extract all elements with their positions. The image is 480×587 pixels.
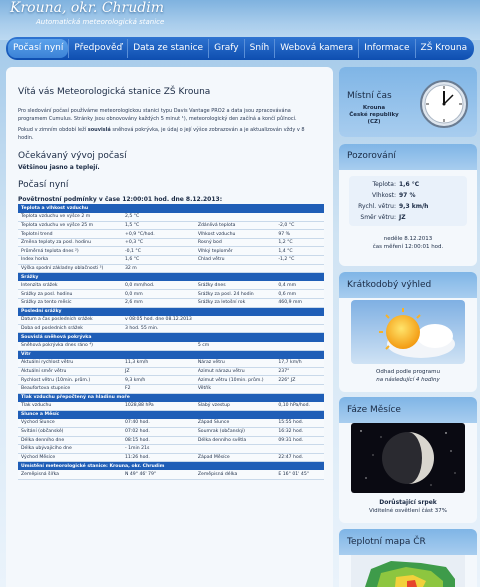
- sidebar: [339, 67, 477, 587]
- table-row: [18, 419, 324, 428]
- nav-item-informace[interactable]: Informace: [358, 39, 414, 58]
- table-cell-value: JZ: [122, 367, 195, 376]
- table-cell-label: Soumrak (občanský): [195, 427, 276, 436]
- table-cell-label: Intenzita srážek: [18, 281, 122, 290]
- main-content: [6, 67, 333, 587]
- table-cell-value: [275, 213, 324, 222]
- table-cell-value: N 49° 46' 79": [122, 470, 195, 479]
- moon-phase-box: [339, 397, 477, 523]
- table-cell-value: 07:02 hod.: [122, 427, 195, 436]
- table-row: [18, 247, 324, 256]
- table-cell-value: 0,0 mm: [122, 290, 195, 299]
- table-cell-value: 0,6 mm: [275, 290, 324, 299]
- obs-row-temp: [349, 179, 467, 190]
- table-row: [18, 427, 324, 436]
- intro-text: Pro sledování počasí používáme meteorologickou stanici typu Davis Vantage PRO2 a data jsou zpracovávána programem Cumulus. Stránky jsou obnovovány každých 5 minut ¹), meteorologický den začíná a končí půlnocí.: [18, 108, 297, 122]
- table-cell-label: Zeměpisná délka: [195, 470, 276, 479]
- moon-illumination: Viditelné osvětlení část 37%: [369, 508, 447, 514]
- table-cell-label: [195, 324, 276, 333]
- now-heading: Počasí nyní: [18, 180, 69, 190]
- section-title: Vítr: [18, 350, 324, 359]
- table-cell-value: [275, 384, 324, 393]
- table-row: [18, 264, 324, 273]
- table-cell-value: 22:47 hod.: [275, 453, 324, 462]
- table-cell-value: +0,3 °C: [122, 238, 195, 247]
- table-cell-value: -2,0 °C: [275, 221, 324, 230]
- table-cell-label: Sněhová pokrývka dnes ráno ⁴): [18, 342, 122, 351]
- table-cell-value: 07:40 hod.: [122, 419, 195, 428]
- table-row: [18, 221, 324, 230]
- section-title: Tlak vzduchu přepočtený na hladinu moře: [18, 393, 324, 402]
- table-cell-label: Beaufortova stupnice: [18, 384, 122, 393]
- section-title: Teplota a vlhkost vzduchu: [18, 204, 324, 213]
- table-row: [18, 359, 324, 368]
- table-cell-label: Větřík: [195, 384, 276, 393]
- table-cell-value: 9,3 km/h: [122, 376, 195, 385]
- table-cell-label: Délka ubývajícího dne: [18, 445, 122, 454]
- table-title: Povětrnostní podmínky v čase 12:00:01 hod. dne 8.12.2013:: [18, 196, 223, 203]
- table-cell-value: 11,3 km/h: [122, 359, 195, 368]
- table-cell-label: Teplota vzduchu ve výšce 2 m: [18, 213, 122, 222]
- section-title: Slunce a Měsíc: [18, 410, 324, 419]
- obs-value: 9,3 km/h: [399, 203, 429, 210]
- table-cell-label: Srážky za tento měsíc: [18, 299, 122, 308]
- table-cell-label: Index horka: [18, 256, 122, 265]
- obs-value: JZ: [399, 214, 406, 221]
- obs-value: 97 %: [399, 192, 416, 199]
- table-row: [18, 213, 324, 222]
- table-cell-label: Teplotní trend: [18, 230, 122, 239]
- table-row: [18, 281, 324, 290]
- table-cell-value: [275, 316, 324, 325]
- table-row: [18, 367, 324, 376]
- sunny-weather-icon: [351, 300, 465, 364]
- temperature-map-image[interactable]: [351, 555, 465, 587]
- table-cell-value: 97 %: [275, 230, 324, 239]
- table-row: [18, 445, 324, 454]
- table-cell-label: Délka denního dne: [18, 436, 122, 445]
- analog-clock-icon: [419, 79, 469, 129]
- table-cell-value: 2,5 °C: [122, 213, 195, 222]
- table-cell-value: -0,1 °C: [122, 247, 195, 256]
- table-cell-label: Svítání (občanské): [18, 427, 122, 436]
- table-row: [18, 436, 324, 445]
- table-row: [18, 324, 324, 333]
- table-row: [18, 299, 324, 308]
- nav-item-webova-kamera[interactable]: Webová kamera: [274, 39, 358, 58]
- obs-value: 1,6 °C: [399, 181, 420, 188]
- table-cell-label: Východ Slunce: [18, 419, 122, 428]
- table-cell-label: Výška spodní základny oblačnosti ³): [18, 264, 122, 273]
- table-cell-value: 1028,88 hPa: [122, 402, 195, 411]
- table-cell-value: +0,9 °C/hod.: [122, 230, 195, 239]
- table-cell-value: 2,6 mm: [122, 299, 195, 308]
- short-forecast-line1: Odhad podle programu: [376, 369, 440, 375]
- table-cell-label: Tlak vzduchu: [18, 402, 122, 411]
- table-cell-value: 11:26 hod.: [122, 453, 195, 462]
- table-cell-value: [275, 342, 324, 351]
- table-cell-value: 17,7 km/h: [275, 359, 324, 368]
- time-country-code: (CZ): [367, 119, 381, 125]
- table-cell-value: 226° JZ: [275, 376, 324, 385]
- table-section-header: [18, 462, 324, 471]
- table-cell-label: Slabý vzestup: [195, 402, 276, 411]
- section-title: Umístění meteorologické stanice: Krouna, okr. Chrudim: [18, 462, 324, 471]
- snow-note-bold: souvislá: [87, 127, 111, 133]
- table-row: [18, 230, 324, 239]
- table-row: [18, 470, 324, 479]
- table-cell-label: Rychlost větru (10min. prům.): [18, 376, 122, 385]
- obs-key: Směr větru:: [360, 214, 396, 221]
- site-subtitle: Automatická meteorologická stanice: [36, 18, 165, 26]
- table-cell-value: 0,10 hPa/hod.: [275, 402, 324, 411]
- table-cell-label: Srážky dnes: [195, 281, 276, 290]
- table-section-header: [18, 393, 324, 402]
- table-cell-label: [195, 213, 276, 222]
- nav-item-snih[interactable]: Sníh: [244, 39, 275, 58]
- table-row: [18, 376, 324, 385]
- moon-phase-icon: [351, 423, 465, 493]
- observation-title: Pozorování: [347, 151, 396, 161]
- short-forecast-title: Krátkodobý výhled: [347, 280, 432, 290]
- obs-row-wind-speed: [349, 201, 467, 212]
- time-place: Krouna: [362, 105, 386, 111]
- table-cell-label: Východ Měsíce: [18, 453, 122, 462]
- site-header: [0, 0, 480, 40]
- table-cell-label: Zdánlivá teplota: [195, 221, 276, 230]
- table-cell-label: Azimut větru (10min. prům.): [195, 376, 276, 385]
- table-row: [18, 238, 324, 247]
- table-cell-value: - 1min 21s: [122, 445, 195, 454]
- nav-item-data-ze-stanice[interactable]: Data ze stanice: [127, 39, 208, 58]
- forecast-text: Většinou jasno a teplejí.: [18, 164, 100, 171]
- table-cell-value: [275, 264, 324, 273]
- table-cell-label: Teplota vzduchu ve výšce 25 m: [18, 221, 122, 230]
- table-section-header: [18, 350, 324, 359]
- table-row: [18, 290, 324, 299]
- nav-item-zs-krouna[interactable]: ZŠ Krouna: [415, 39, 473, 58]
- short-forecast-box: [339, 272, 477, 392]
- nav-item-predpoved[interactable]: Předpověď: [68, 39, 127, 58]
- obs-date: neděle 8.12.2013: [383, 236, 433, 242]
- temperature-map-title[interactable]: Teplotní mapa ČR: [347, 537, 426, 547]
- table-cell-label: Datum a čas posledních srážek: [18, 316, 122, 325]
- section-title: Poslední srážky: [18, 307, 324, 316]
- table-cell-value: 3 hod. 55 min.: [122, 324, 195, 333]
- table-cell-label: [195, 445, 276, 454]
- snow-note: [18, 127, 321, 142]
- table-section-header: [18, 273, 324, 282]
- table-cell-label: Změna teploty za posl. hodinu: [18, 238, 122, 247]
- table-row: [18, 384, 324, 393]
- obs-key: Rychl. větru:: [358, 203, 396, 210]
- table-cell-label: 5 cm: [195, 342, 276, 351]
- table-cell-value: 0,0 mm/hod.: [122, 281, 195, 290]
- weather-data-table: [18, 204, 324, 480]
- table-row: [18, 256, 324, 265]
- moon-phase-name: Dorůstající srpek: [379, 499, 437, 506]
- table-cell-value: 32 m: [122, 264, 195, 273]
- table-cell-value: 16:32 hod.: [275, 427, 324, 436]
- table-cell-value: E 16° 01' 45": [275, 470, 324, 479]
- table-cell-value: 1,2 °C: [275, 238, 324, 247]
- table-cell-label: Srážky za letošní rok: [195, 299, 276, 308]
- obs-key: Teplota:: [372, 181, 396, 188]
- observation-panel: [349, 176, 467, 226]
- site-title[interactable]: Krouna, okr. Chrudim: [10, 0, 164, 16]
- table-cell-value: [275, 324, 324, 333]
- table-cell-label: Vlhkost vzduchu: [195, 230, 276, 239]
- table-cell-value: 08:15 hod.: [122, 436, 195, 445]
- table-cell-label: Průměrná teplota dnes ²): [18, 247, 122, 256]
- snow-note-end: sněhová pokrývka, je údaj o její výšce zobrazován a je aktualizován vždy v 8 hodin.: [18, 127, 305, 141]
- table-cell-value: 460,9 mm: [275, 299, 324, 308]
- table-cell-value: 0,4 mm: [275, 281, 324, 290]
- snow-note-start: Pokud v zimním období leží: [18, 127, 88, 133]
- table-cell-label: Chlad větru: [195, 256, 276, 265]
- table-cell-label: Srážky za posl. hodinu: [18, 290, 122, 299]
- local-time-box: [339, 67, 477, 137]
- table-cell-value: 09:31 hod.: [275, 436, 324, 445]
- table-cell-value: 1,4 °C: [275, 247, 324, 256]
- nav-item-grafy[interactable]: Grafy: [208, 39, 244, 58]
- local-time-title: Místní čas: [347, 91, 392, 101]
- obs-row-wind-dir: [349, 212, 467, 223]
- table-cell-label: Délka denního světla: [195, 436, 276, 445]
- table-cell-label: Západ Slunce: [195, 419, 276, 428]
- table-row: [18, 402, 324, 411]
- table-cell-label: Západ Měsíce: [195, 453, 276, 462]
- table-cell-label: [195, 264, 276, 273]
- table-cell-label: Doba od posledních srážek: [18, 324, 122, 333]
- time-country: České republiky: [349, 112, 399, 118]
- table-section-header: [18, 307, 324, 316]
- obs-key: Vlhkost:: [371, 192, 396, 199]
- table-cell-label: Aktuální rychlost větru: [18, 359, 122, 368]
- table-cell-label: Náraz větru: [195, 359, 276, 368]
- short-forecast-line2: na následující 4 hodiny: [376, 377, 440, 383]
- table-cell-value: [122, 342, 195, 351]
- table-cell-value: [275, 445, 324, 454]
- observation-box: [339, 144, 477, 266]
- table-cell-value: 15:55 hod.: [275, 419, 324, 428]
- table-cell-label: Srážky za posl. 24 hodin: [195, 290, 276, 299]
- section-title: Srážky: [18, 273, 324, 282]
- table-cell-label: Azimut nárazu větru: [195, 367, 276, 376]
- table-row: [18, 316, 324, 325]
- temperature-map-box: [339, 529, 477, 587]
- obs-row-humidity: [349, 190, 467, 201]
- page-title: Vítá vás Meteorologická stanice ZŠ Krouna: [18, 87, 211, 97]
- section-title: Souvislá sněhová pokrývka: [18, 333, 324, 342]
- table-row: [18, 342, 324, 351]
- table-cell-label: Vlhký teploměr: [195, 247, 276, 256]
- table-section-header: [18, 333, 324, 342]
- table-cell-label: Rosný bod: [195, 238, 276, 247]
- table-cell-label: Zeměpisná šířka: [18, 470, 122, 479]
- table-cell-value: 1,6 °C: [122, 256, 195, 265]
- table-cell-value: v 08:05 hod. dne 08.12.2013: [122, 316, 195, 325]
- nav-item-pocasi-nyni[interactable]: Počasí nyní: [8, 39, 68, 58]
- table-cell-value: 237°: [275, 367, 324, 376]
- table-cell-label: Aktuální směr větru: [18, 367, 122, 376]
- forecast-heading: Očekávaný vývoj počasí: [18, 151, 127, 161]
- table-section-header: [18, 410, 324, 419]
- main-nav: [6, 37, 474, 60]
- table-cell-value: F2: [122, 384, 195, 393]
- table-cell-value: 1,5 °C: [122, 221, 195, 230]
- table-cell-value: -1,2 °C: [275, 256, 324, 265]
- table-cell-label: [195, 316, 276, 325]
- table-row: [18, 453, 324, 462]
- table-section-header: [18, 204, 324, 213]
- obs-time: čas měření 12:00:01 hod.: [372, 244, 444, 250]
- moon-phase-title: Fáze Měsíce: [347, 405, 401, 415]
